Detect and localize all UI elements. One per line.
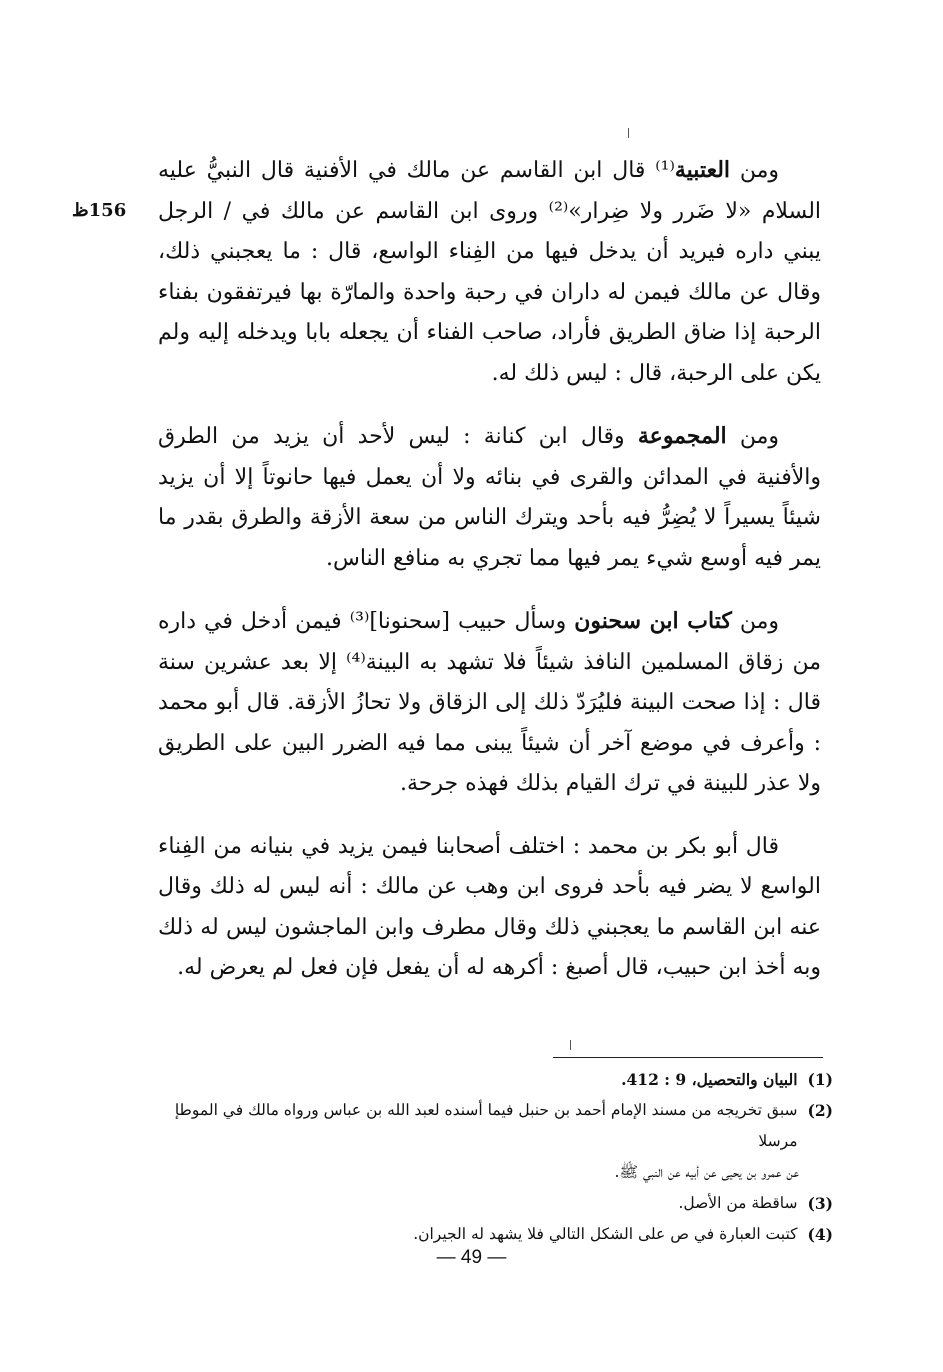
footnote-tick-mark bbox=[570, 1040, 571, 1050]
paragraph-1 bbox=[158, 150, 821, 394]
footnote-text: كتبت العبارة في ص على الشكل التالي فلا يشهد له الجيران. bbox=[413, 1225, 798, 1243]
footnote-number: (1) bbox=[807, 1070, 833, 1089]
paragraph-lead: ومن bbox=[731, 609, 779, 634]
footnote-text: عن عمرو بن يحيى عن أبيه عن النبي ﷺ. bbox=[614, 1163, 799, 1181]
footnote-1 bbox=[150, 1064, 833, 1095]
footnote-number: (3) bbox=[807, 1194, 833, 1213]
footnote-text: البيان والتحصيل، 9 : 412. bbox=[621, 1070, 798, 1089]
source-title: المجموعة bbox=[637, 423, 727, 449]
paragraph-text: ⁽¹⁾ قال ابن القاسم عن مالك في الأفنية قال النبيُّ عليه السلام «لا ضَرر ولا ضِرار»⁽²⁾ وروى ابن القاسم عن مالك في / الرجل يبني داره فيريد أن يدخل فيها من الفِناء الواسع، قال : ما يعجبني ذلك، وقال عن مالك فيمن له داران في رحبة واحدة والمارّة بها فيرتفقون بفناء الرحبة إذا ضاق الطريق فأراد، صاحب الفناء أن يجعله بابا ويدخله إليه ولم يكن على الرحبة، قال : ليس ذلك له. bbox=[158, 158, 822, 386]
top-tick-mark bbox=[628, 128, 629, 138]
paragraph-4 bbox=[158, 827, 821, 989]
paragraph-lead: ومن bbox=[726, 424, 779, 449]
footnote-number: (4) bbox=[807, 1225, 833, 1244]
paragraph-3 bbox=[158, 601, 821, 805]
footnote-text: سبق تخريجه من مسند الإمام أحمد بن حنبل فيما أسنده لعبد الله بن عباس ورواه مالك في الموطإ مرسلا bbox=[174, 1101, 798, 1150]
footnote-separator bbox=[553, 1057, 823, 1058]
footnote-2 bbox=[150, 1095, 833, 1157]
paragraph-2 bbox=[158, 416, 821, 579]
footnote-3 bbox=[150, 1188, 833, 1219]
source-title: العتبية bbox=[674, 157, 731, 183]
paragraph-lead: ومن bbox=[730, 158, 779, 183]
footnote-text: ساقطة من الأصل. bbox=[678, 1194, 798, 1212]
footnote-2-continuation bbox=[150, 1157, 833, 1188]
footnote-number: (2) bbox=[807, 1101, 833, 1120]
paragraph-text: وسأل حبيب [سحنونا]⁽³⁾ فيمن أدخل في داره من زقاق المسلمين النافذ شيئاً فلا تشهد به البينة⁽⁴⁾ إلا بعد عشرين سنة قال : إذا صحت البينة فليُرَدّ ذلك إلى الزقاق ولا تحازُ الأزقة. قال أبو محمد : وأعرف في موضع آخر أن شيئاً يبنى مما فيه الضرر البين على الطريق ولا عذر للبينة في ترك القيام بذلك فهذه جرحة. bbox=[158, 609, 821, 796]
margin-folio-note: 156ظ bbox=[72, 200, 127, 221]
footnote-4 bbox=[150, 1219, 833, 1250]
source-title: كتاب ابن سحنون bbox=[574, 608, 732, 634]
footnotes bbox=[150, 1064, 833, 1250]
paragraph-text: قال أبو بكر بن محمد : اختلف أصحابنا فيمن يزيد في بنيانه من الفِناء الواسع لا يضر فيه بأحد فروى ابن وهب عن مالك : أنه ليس له ذلك وقال عنه ابن القاسم ما يعجبني ذلك وقال مطرف وابن الماجشون ليس له ذلك وبه أخذ ابن حبيب، قال أصبغ : أكرهه له أن يفعل فإن فعل لم يعرض له. bbox=[158, 833, 821, 980]
page-number: — 49 — bbox=[436, 1247, 507, 1268]
paragraph-text: وقال ابن كنانة : ليس لأحد أن يزيد من الطرق والأفنية في المدائن والقرى في بنائه ولا أن يعمل فيها حانوتاً إلا أن يزيد شيئاً يسيراً لا يُضِرُّ فيه بأحد ويترك الناس من سعة الأزقة والطرق بقدر ما يمر فيه أوسع شيء يمر فيها مما تجري به منافع الناس. bbox=[158, 424, 821, 571]
main-text bbox=[158, 150, 821, 1011]
